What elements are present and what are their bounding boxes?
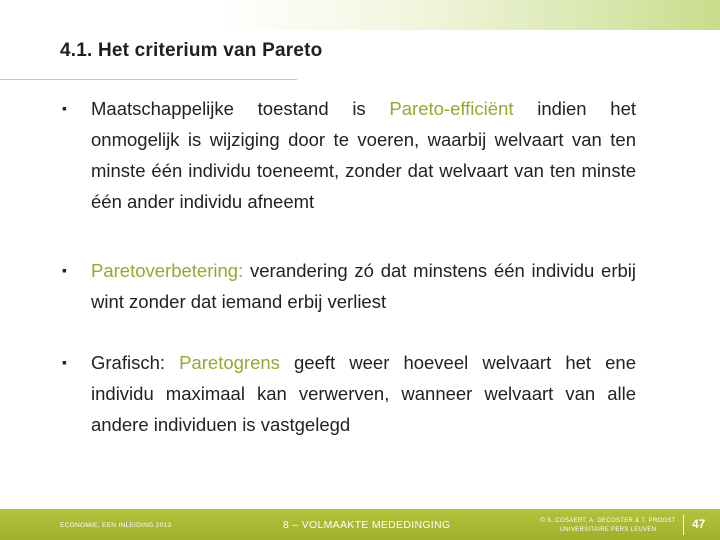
footer-copyright bbox=[538, 517, 678, 535]
highlight-term: Pareto-efficiënt bbox=[389, 98, 514, 119]
slide-title: 4.1. Het criterium van Pareto bbox=[60, 40, 323, 61]
bullet-grafisch bbox=[62, 347, 636, 440]
bullet-paretoverbetering bbox=[62, 255, 636, 317]
bullet-square-icon: ▪ bbox=[62, 354, 67, 370]
bullet-text-part: geeft weer hoeveel welvaart het ene individu maximaal kan verwerven, wanneer welvaart van alle andere individuen is vastgelegd bbox=[91, 352, 636, 435]
highlight-term: Paretogrens bbox=[179, 352, 280, 373]
footer-chapter-title: 8 – VOLMAAKTE MEDEDINGING bbox=[283, 519, 451, 531]
footer-bar bbox=[0, 509, 720, 540]
bullet-square-icon: ▪ bbox=[62, 262, 67, 278]
footer-publisher: UNIVERSITAIRE PERS LEUVEN bbox=[559, 527, 657, 533]
footer-book-title: ECONOMIE, EEN INLEIDING 2013 bbox=[60, 522, 172, 529]
bullet-square-icon: ▪ bbox=[62, 100, 67, 116]
page-number: 47 bbox=[692, 517, 706, 531]
footer-divider bbox=[683, 515, 684, 535]
bullet-text bbox=[62, 255, 636, 317]
bullet-text bbox=[62, 93, 636, 217]
bullet-text-part: Maatschappelijke toestand is bbox=[91, 98, 390, 119]
footer-authors: © S. COSAERT, A. DECOSTER & T. PROOST bbox=[540, 518, 676, 524]
bullet-text-part: Grafisch: bbox=[91, 352, 180, 373]
title-underline bbox=[0, 79, 297, 80]
top-gradient-band bbox=[0, 0, 720, 30]
bullet-text-part: verandering zó dat minstens één individu erbij wint zonder dat iemand erbij verliest bbox=[91, 260, 636, 312]
bullet-text bbox=[62, 347, 636, 440]
bullet-pareto-efficient bbox=[62, 93, 636, 217]
highlight-term: Paretoverbetering: bbox=[91, 260, 244, 281]
bullet-text-part: indien het onmogelijk is wijziging door te voeren, waarbij welvaart van ten minste één individu toeneemt, zonder dat welvaart van ten minste één ander individu afneemt bbox=[91, 98, 637, 212]
